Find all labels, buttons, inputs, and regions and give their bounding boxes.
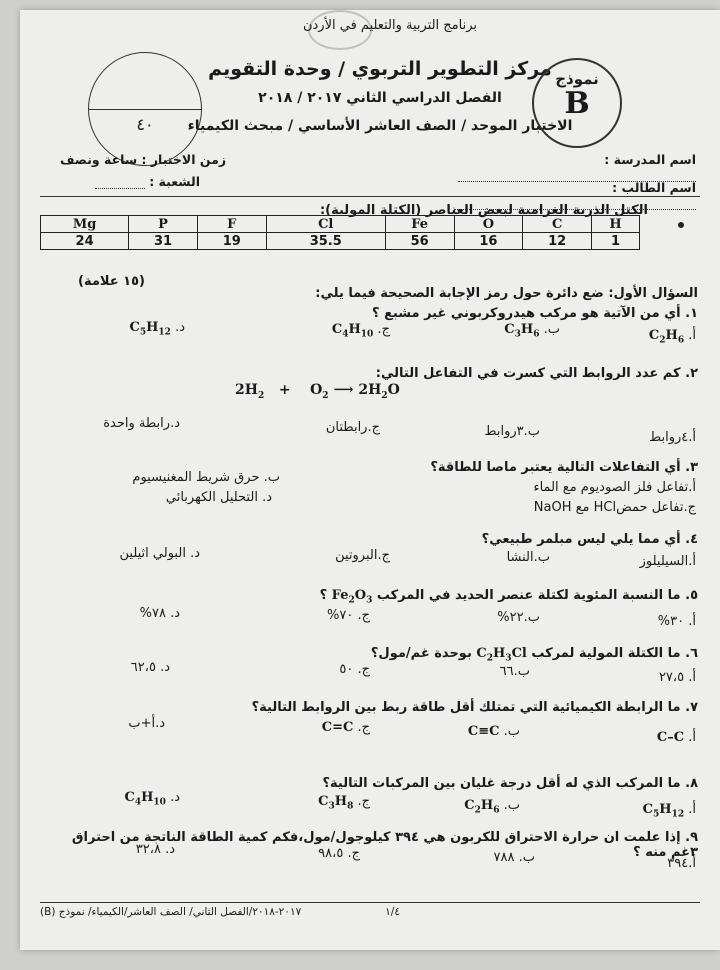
question-text: ما الرابطة الكيميائية التي تمتلك أقل طاقة ربط بين الروابط التالية؟ bbox=[251, 700, 681, 715]
total-score: ٤٠ bbox=[136, 115, 154, 134]
section-title: السؤال الأول: ضع دائرة حول رمز الإجابة الصحيحة فيما يلي: bbox=[315, 286, 698, 301]
option-c[interactable]: ج.البروتين bbox=[335, 548, 390, 563]
question-text: كم عدد الروابط التي كسرت في التفاعل التالي: bbox=[375, 366, 681, 381]
option-a[interactable]: أ. ٣٠% bbox=[657, 614, 696, 629]
section-label: الشعبة : bbox=[149, 174, 200, 189]
value-cell: 12 bbox=[523, 233, 592, 250]
score-divider bbox=[89, 109, 201, 110]
option-d[interactable]: د.أ+ب bbox=[128, 716, 165, 731]
option-b[interactable]: ب. ٧٨٨ bbox=[493, 850, 535, 865]
question-text: إذا علمت ان حرارة الاحتراق للكربون هي ٣٩٤ كيلوجول/مول،فكم كمية الطاقة الناتجة من احتراق ٣غم منه ؟ bbox=[71, 830, 698, 860]
option-c[interactable]: ج.رابطتان bbox=[325, 420, 380, 435]
option-d[interactable]: د. ٧٨% bbox=[139, 606, 180, 621]
symbol-cell: O bbox=[454, 216, 523, 233]
question-text: ما النسبة المئوية لكتلة عنصر الحديد في المركب bbox=[376, 588, 681, 603]
molar-mass-table bbox=[40, 215, 640, 250]
option-d[interactable]: د.رابطة واحدة bbox=[103, 416, 180, 431]
option-a[interactable]: أ.السيليلوز bbox=[639, 554, 696, 569]
symbol-cell: Mg bbox=[41, 216, 129, 233]
student-label: اسم الطالب : bbox=[612, 180, 696, 195]
option-b[interactable]: ب.٣روابط bbox=[484, 424, 540, 439]
center-title: مركز التطوير التربوي / وحدة التقويم bbox=[208, 58, 552, 80]
option-c[interactable]: ج. ٩٨،٥ bbox=[318, 846, 360, 861]
footer-info: ٢٠١٧-٢٠١٨/الفصل الثاني/ الصف العاشر/الكيمياء/ نموذج (B) bbox=[40, 906, 302, 918]
option-d[interactable]: د. البولي اثيلين bbox=[119, 546, 200, 561]
option-b[interactable]: ب.النشا bbox=[506, 550, 550, 565]
option-a[interactable]: أ.تفاعل فلز الصوديوم مع الماء bbox=[533, 480, 696, 495]
option-a[interactable]: أ. C–C bbox=[656, 730, 696, 745]
option-d[interactable]: د. ٣٢،٨ bbox=[135, 842, 175, 857]
option-d[interactable]: د. $C_4H_{10}$ bbox=[124, 790, 180, 808]
question-4 bbox=[482, 532, 698, 547]
section-field[interactable] bbox=[95, 188, 145, 189]
question-number: ٤. bbox=[685, 532, 698, 547]
option-b[interactable]: ب. C≡C bbox=[467, 724, 520, 739]
page-number: ١/٤ bbox=[385, 906, 400, 918]
question-text: أي من الآتية هو مركب هيدروكربوني غير مشبع ؟ bbox=[372, 306, 681, 321]
header-rule bbox=[40, 196, 700, 197]
values-row bbox=[41, 233, 640, 250]
mass-table-title: الكتل الذرية الغرامية لبعض العناصر (الكتلة المولية): bbox=[319, 203, 648, 218]
reaction-equation: $2H_2$ + $O_2$ ⟶ $2H_2O$ bbox=[235, 382, 400, 401]
question-8 bbox=[323, 776, 699, 791]
question-number: ٨. bbox=[685, 776, 698, 791]
option-a[interactable]: أ.٣٩٤ bbox=[667, 856, 696, 871]
question-text: أي التفاعلات التالية يعتبر ماصا للطاقة؟ bbox=[430, 460, 681, 475]
section-row bbox=[70, 174, 200, 189]
question-1 bbox=[372, 306, 698, 321]
option-a[interactable]: أ. $C_2H_6$ bbox=[648, 328, 696, 346]
symbol-cell: P bbox=[129, 216, 198, 233]
question-number: ٢. bbox=[685, 366, 698, 381]
symbol-cell: H bbox=[592, 216, 640, 233]
option-a[interactable]: أ. $C_5H_{12}$ bbox=[642, 802, 696, 820]
option-c[interactable]: ج. $C_3H_8$ bbox=[318, 794, 370, 812]
option-d[interactable]: د. $C_5H_{12}$ bbox=[129, 320, 185, 338]
question-number: ٣. bbox=[685, 460, 698, 475]
value-cell: 35.5 bbox=[266, 233, 385, 250]
arrow-icon: ⟶ bbox=[333, 382, 354, 398]
symbol-cell: Cl bbox=[266, 216, 385, 233]
question-text: أي مما يلي ليس مبلمر طبيعي؟ bbox=[481, 532, 681, 547]
model-badge bbox=[532, 58, 622, 148]
page-footer bbox=[40, 902, 700, 918]
value-cell: 19 bbox=[197, 233, 266, 250]
question-number: ١. bbox=[685, 306, 698, 321]
question-text: ما الكتلة المولية لمركب bbox=[531, 646, 681, 661]
question-number: ٧. bbox=[685, 700, 698, 715]
option-b[interactable]: ب. $C_2H_6$ bbox=[464, 798, 520, 816]
option-b[interactable]: ب.٢٢% bbox=[497, 610, 540, 625]
question-6: ٦. ما الكتلة المولية لمركب $C_2H_3Cl$ بوحدة غم/مول؟ bbox=[370, 646, 698, 664]
option-b[interactable]: ب. $C_3H_6$ bbox=[504, 322, 560, 340]
question-text: ما المركب الذي له أقل درجة غليان بين المركبات التالية؟ bbox=[322, 776, 681, 791]
question-2 bbox=[376, 366, 698, 381]
option-c[interactable]: ج.تفاعل حمضHCl مع NaOH bbox=[533, 500, 696, 515]
question-3 bbox=[430, 460, 698, 475]
value-cell: 56 bbox=[385, 233, 454, 250]
question-number: ٦. bbox=[685, 646, 698, 661]
symbol-cell: F bbox=[197, 216, 266, 233]
symbols-row bbox=[41, 216, 640, 233]
option-b[interactable]: ب.٦٦ bbox=[499, 664, 530, 679]
bullet-icon bbox=[678, 222, 684, 228]
option-c[interactable]: ج. C=C bbox=[321, 720, 370, 735]
program-title: برنامج التربية والتعليم في الأردن bbox=[302, 18, 478, 33]
option-c[interactable]: ج. ٥٠ bbox=[339, 662, 370, 677]
duration-label: زمن الاختبار : ساعة ونصف bbox=[60, 152, 227, 167]
school-name-row bbox=[366, 152, 696, 182]
semester: الفصل الدراسي الثاني ٢٠١٧ / ٢٠١٨ bbox=[258, 90, 502, 106]
exam-title: الاختبار الموحد / الصف العاشر الأساسي / مبحث الكيمياء bbox=[187, 118, 573, 134]
question-number: ٩. bbox=[685, 830, 698, 845]
option-d[interactable]: د. التحليل الكهربائي bbox=[165, 490, 272, 505]
question-5: ٥. ما النسبة المئوية لكتلة عنصر الحديد في المركب $Fe_2O_3$ ؟ bbox=[319, 588, 698, 606]
value-cell: 16 bbox=[454, 233, 523, 250]
value-cell: 1 bbox=[592, 233, 640, 250]
option-a[interactable]: أ.٤روابط bbox=[649, 430, 696, 445]
section-marks: (١٥ علامة) bbox=[78, 274, 145, 289]
value-cell: 24 bbox=[41, 233, 129, 250]
option-c[interactable]: ج. ٧٠% bbox=[327, 608, 370, 623]
model-letter: B bbox=[564, 86, 590, 121]
score-circle bbox=[88, 52, 202, 166]
symbol-cell: Fe bbox=[385, 216, 454, 233]
question-number: ٥. bbox=[685, 588, 698, 603]
school-label: اسم المدرسة : bbox=[604, 152, 696, 167]
option-d[interactable]: د. ٦٢،٥ bbox=[130, 660, 170, 675]
symbol-cell: C bbox=[523, 216, 592, 233]
exam-page bbox=[20, 10, 720, 950]
option-a[interactable]: أ. ٢٧،٥ bbox=[658, 670, 696, 685]
option-c[interactable]: ج. $C_4H_{10}$ bbox=[331, 322, 390, 340]
model-word: نموذج bbox=[555, 70, 599, 88]
value-cell: 31 bbox=[129, 233, 198, 250]
question-7 bbox=[252, 700, 698, 715]
option-b[interactable]: ب. حرق شريط المغنيسيوم bbox=[132, 470, 280, 485]
